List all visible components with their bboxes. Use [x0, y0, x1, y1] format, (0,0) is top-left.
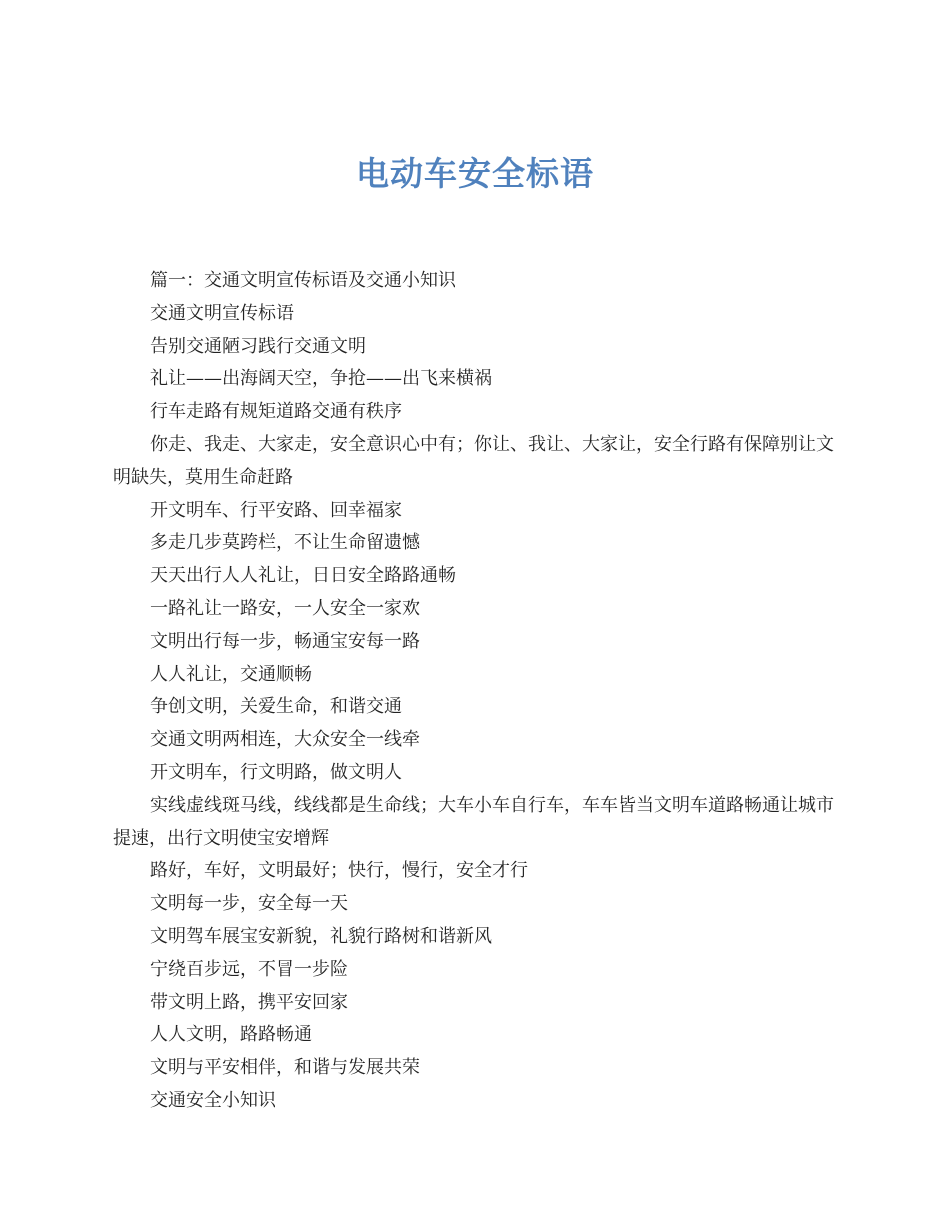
paragraph: 交通安全小知识: [150, 1089, 276, 1111]
document-body: [113, 265, 843, 1118]
paragraph: 开文明车，行文明路，做文明人: [150, 761, 402, 783]
paragraph: 多走几步莫跨栏，不让生命留遗憾: [150, 532, 420, 554]
paragraph: 带文明上路，携平安回家: [150, 991, 348, 1013]
paragraph: 礼让——出海阔天空，争抢——出飞来横祸: [150, 368, 492, 390]
paragraph: 你走、我走、大家走，安全意识心中有；你让、我让、大家让，安全行路有保障别让文明缺失，莫用生命赶路: [113, 433, 834, 488]
paragraph: 文明出行每一步，畅通宝安每一路: [150, 630, 420, 652]
paragraph: 文明驾车展宝安新貌，礼貌行路树和谐新风: [150, 925, 492, 947]
paragraph: 文明每一步，安全每一天: [150, 893, 348, 915]
paragraph: 人人文明，路路畅通: [150, 1024, 312, 1046]
paragraph: 实线虚线斑马线，线线都是生命线；大车小车自行车，车车皆当文明车道路畅通让城市提速，出行文明使宝安增辉: [113, 794, 834, 849]
paragraph: 行车走路有规矩道路交通有秩序: [150, 401, 402, 423]
paragraph: 交通文明两相连，大众安全一线牵: [150, 729, 420, 751]
paragraph: 告别交通陋习践行交通文明: [150, 335, 366, 357]
paragraph: 宁绕百步远，不冒一步险: [150, 958, 348, 980]
paragraph: 一路礼让一路安，一人安全一家欢: [150, 597, 420, 619]
paragraph: 天天出行人人礼让，日日安全路路通畅: [150, 565, 456, 587]
paragraph: 篇一：交通文明宣传标语及交通小知识: [150, 270, 456, 291]
document-title: 电动车安全标语: [356, 154, 594, 193]
paragraph: 路好，车好，文明最好；快行，慢行，安全才行: [150, 860, 528, 882]
paragraph: 交通文明宣传标语: [150, 302, 294, 324]
paragraph: 文明与平安相伴，和谐与发展共荣: [150, 1057, 420, 1079]
paragraph: 争创文明，关爱生命，和谐交通: [150, 696, 402, 718]
paragraph: 开文明车、行平安路、回幸福家: [150, 499, 402, 521]
paragraph: 人人礼让，交通顺畅: [150, 663, 312, 685]
